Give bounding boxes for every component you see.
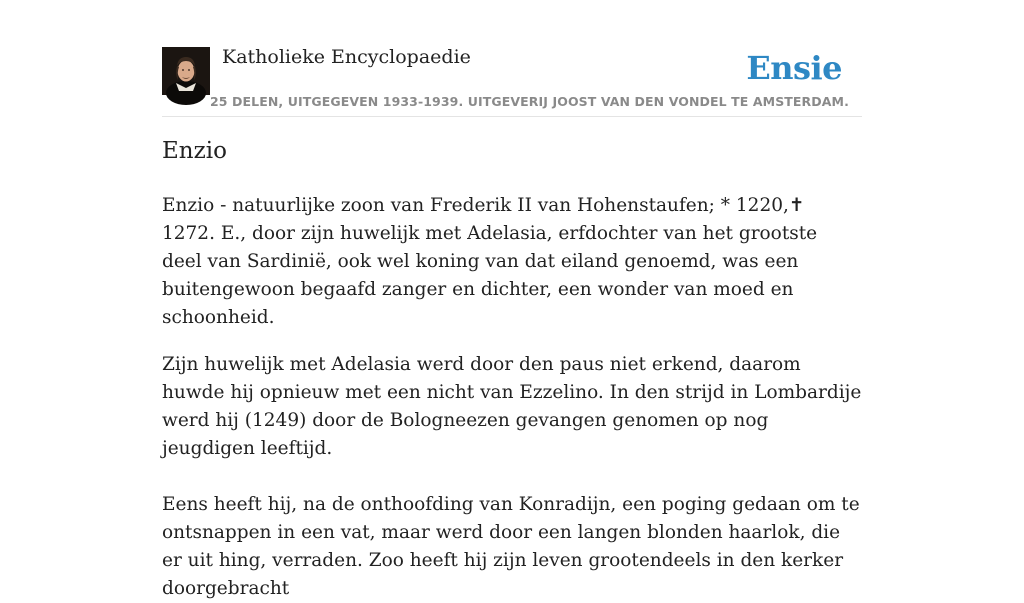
article-paragraph: Zijn huwelijk met Adelasia werd door den paus niet erkend, daarom huwde hij opnieuw met een nicht van Ezzelino. In den strijd in Lombardije werd hij (1249) door de Bologneezen gevangen genomen op nog jeugdigen leeftijd. <box>162 354 862 459</box>
source-header <box>162 40 862 117</box>
article-body <box>162 192 862 603</box>
portrait-avatar-icon[interactable] <box>162 47 210 95</box>
source-meta: 25 DELEN, UITGEGEVEN 1933-1939. UITGEVERIJ JOOST VAN DEN VONDEL TE AMSTERDAM. <box>210 94 849 109</box>
article-paragraph: Enzio - natuurlijke zoon van Frederik II van Hohenstaufen; * 1220,✝ 1272. E., door zijn huwelijk met Adelasia, erfdochter van het grootste deel van Sardinië, ook wel koning van dat eiland genoemd, was een buitengewoon begaafd zanger en dichter, een wonder van moed en schoonheid. <box>162 195 818 328</box>
ensie-logo-link[interactable]: Ensie <box>746 49 842 87</box>
article-paragraph: Eens heeft hij, na de onthoofding van Konradijn, een poging gedaan om te ontsnappen in een vat, maar werd door een langen blonden haarlok, die er uit hing, verraden. Zoo heeft hij zijn leven grootendeels in den kerker doorgebracht <box>162 494 860 599</box>
source-title[interactable]: Katholieke Encyclopaedie <box>222 46 471 68</box>
entry-title: Enzio <box>162 138 227 164</box>
